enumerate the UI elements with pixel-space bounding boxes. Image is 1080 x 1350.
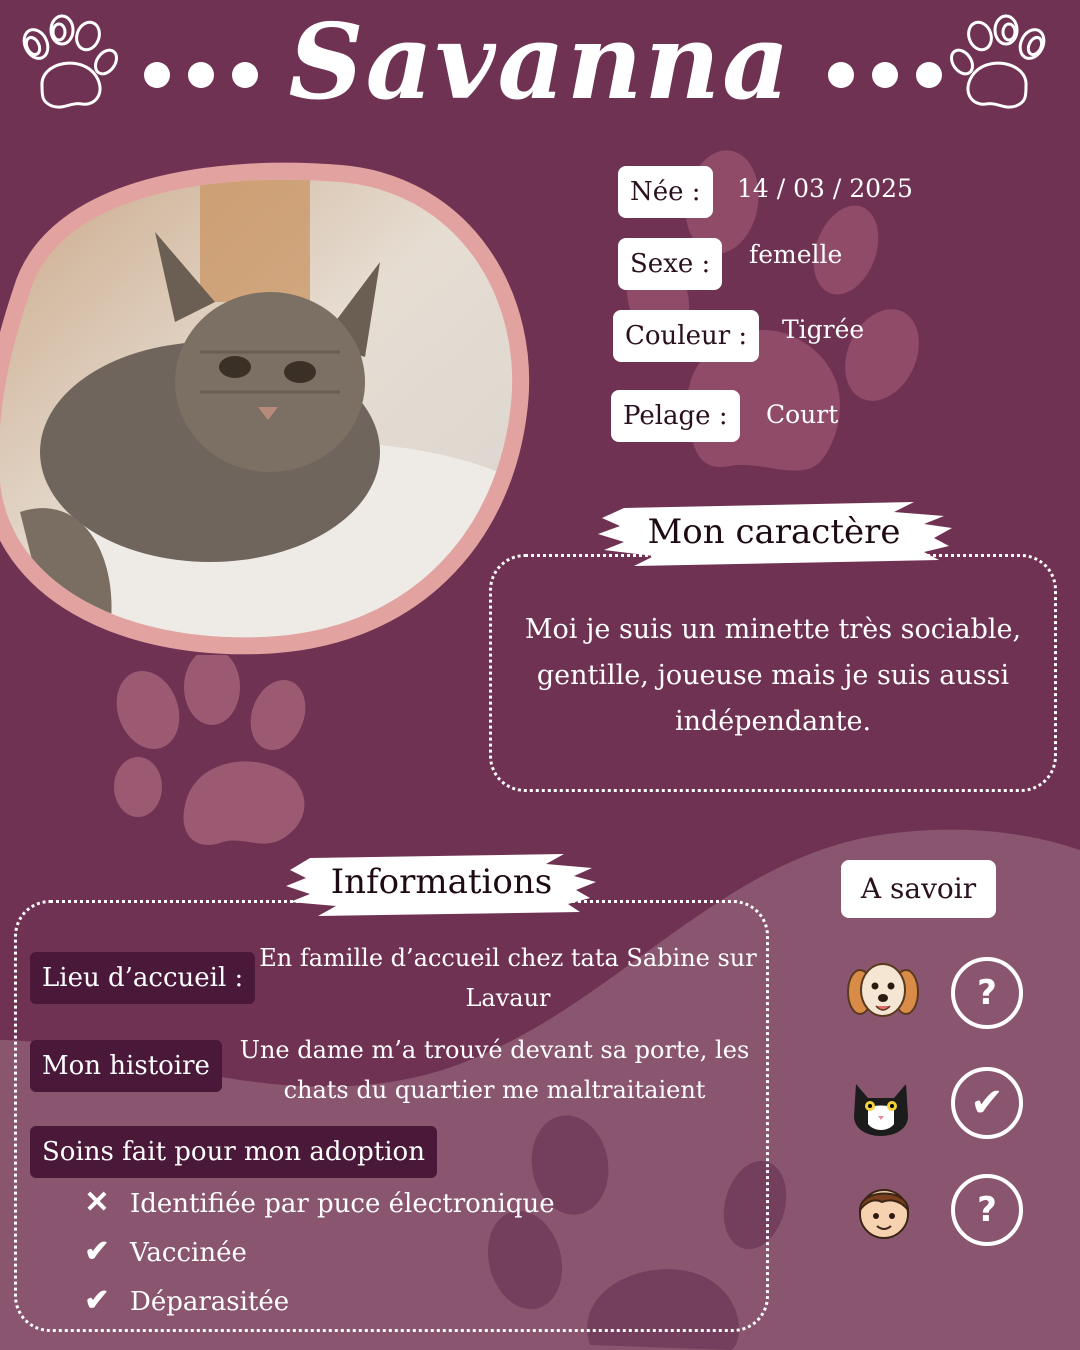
check-icon: ✔: [84, 1283, 110, 1318]
character-text: Moi je suis un minette très sociable, gentille, joueuse mais je suis aussi indépendante.: [524, 614, 1022, 737]
character-heading-text: Mon caractère: [647, 512, 901, 552]
dog-icon: [846, 958, 920, 1026]
child-icon: [852, 1180, 916, 1242]
cat-status-icon: ✔: [951, 1067, 1023, 1139]
soin-item: [80, 1281, 289, 1322]
histoire-value: Une dame m’a trouvé devant sa porte, les chats du quartier me maltraitaient: [239, 1036, 750, 1104]
histoire-label: Mon histoire: [30, 1040, 222, 1092]
sex-label: Sexe :: [618, 238, 722, 290]
color-label: Couleur :: [613, 310, 759, 362]
cross-icon: ✕: [84, 1185, 110, 1220]
page-title: Savanna: [288, 0, 792, 123]
dog-status-icon: ?: [951, 957, 1023, 1029]
cat-photo: [0, 152, 535, 657]
header: [0, 0, 1080, 140]
coat-value: Court: [766, 400, 839, 429]
child-status-icon: ?: [951, 1174, 1023, 1246]
birth-date-label: Née :: [618, 166, 713, 218]
soin-item: [80, 1232, 247, 1273]
soin-text: Vaccinée: [130, 1238, 247, 1268]
title-dots-right: [828, 62, 942, 88]
soins-label: Soins fait pour mon adoption: [30, 1126, 437, 1178]
cat-icon: [848, 1076, 914, 1138]
sex-value: femelle: [749, 240, 843, 269]
lieu-label: Lieu d’accueil :: [30, 952, 255, 1004]
soin-item: [80, 1183, 555, 1224]
informations-heading-text: Informations: [330, 862, 553, 902]
color-value: Tigrée: [782, 315, 865, 344]
coat-label: Pelage :: [611, 390, 740, 442]
paw-print-icon: [100, 655, 330, 855]
soin-text: Déparasitée: [130, 1287, 290, 1317]
character-box: [489, 554, 1057, 792]
lieu-value: En famille d’accueil chez tata Sabine sur Lavaur: [259, 944, 757, 1012]
check-icon: ✔: [84, 1234, 110, 1269]
soin-text: Identifiée par puce électronique: [130, 1189, 555, 1219]
a-savoir-heading: A savoir: [841, 860, 996, 918]
birth-date-value: 14 / 03 / 2025: [737, 174, 913, 203]
